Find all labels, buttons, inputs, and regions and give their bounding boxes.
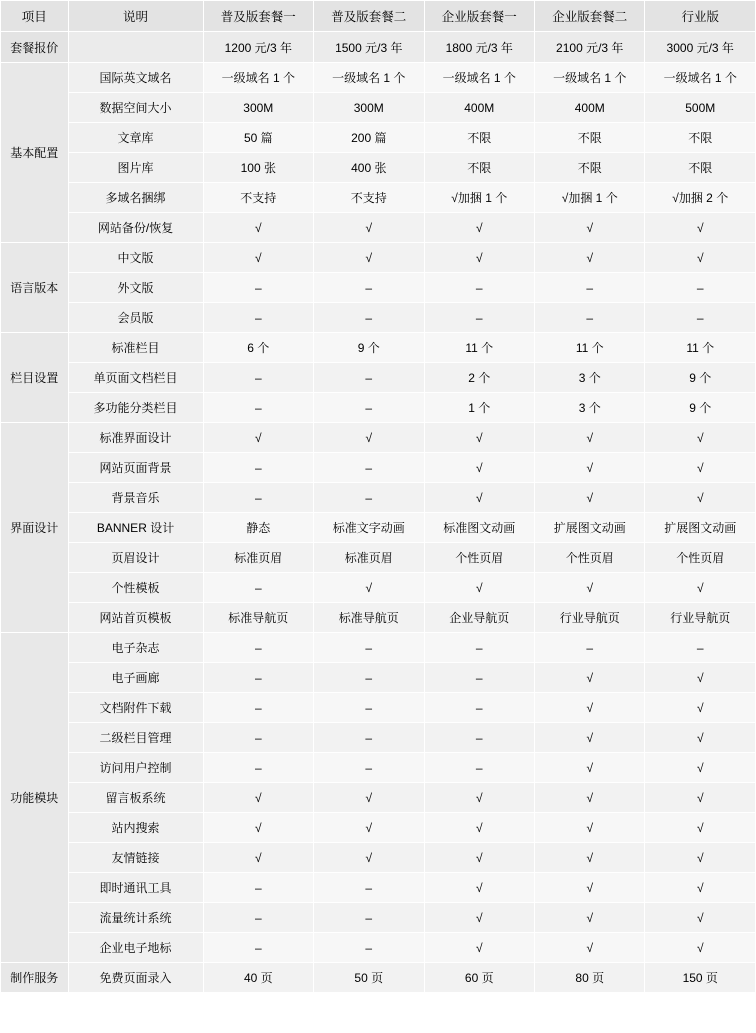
feature-value: – (314, 753, 424, 783)
feature-value: 9 个 (645, 393, 756, 423)
feature-value: √ (535, 903, 645, 933)
table-header-row (1, 1, 756, 32)
column-header-5: 企业版套餐二 (535, 1, 645, 32)
feature-value: 11 个 (424, 333, 534, 363)
feature-value: √ (645, 423, 756, 453)
feature-name: 网站备份/恢复 (68, 213, 203, 243)
feature-value: – (314, 903, 424, 933)
table-row (1, 243, 756, 273)
feature-value: √ (424, 873, 534, 903)
feature-value: 500M (645, 93, 756, 123)
feature-value: √ (424, 423, 534, 453)
feature-name: 站内搜索 (68, 813, 203, 843)
feature-value: √ (424, 453, 534, 483)
table-row (1, 273, 756, 303)
group-label-0: 基本配置 (1, 63, 69, 243)
table-row (1, 693, 756, 723)
feature-name: 页眉设计 (68, 543, 203, 573)
price-value-3: 2100 元/3 年 (535, 32, 645, 63)
table-row (1, 93, 756, 123)
group-label-3: 界面设计 (1, 423, 69, 633)
feature-value: 6 个 (203, 333, 313, 363)
table-row (1, 333, 756, 363)
feature-name: 标准栏目 (68, 333, 203, 363)
feature-value: 一级域名 1 个 (535, 63, 645, 93)
feature-value: √ (314, 243, 424, 273)
table-row (1, 813, 756, 843)
table-row (1, 903, 756, 933)
feature-name: 图片库 (68, 153, 203, 183)
feature-value: 2 个 (424, 363, 534, 393)
feature-name: 背景音乐 (68, 483, 203, 513)
feature-value: √ (535, 483, 645, 513)
table-row (1, 513, 756, 543)
feature-name: 网站页面背景 (68, 453, 203, 483)
feature-value: √加捆 1 个 (535, 183, 645, 213)
column-header-6: 行业版 (645, 1, 756, 32)
feature-value: 标准文字动画 (314, 513, 424, 543)
feature-value: – (203, 663, 313, 693)
feature-value: 不限 (535, 123, 645, 153)
feature-value: √ (424, 483, 534, 513)
feature-name: 外文版 (68, 273, 203, 303)
feature-value: √ (645, 663, 756, 693)
table-row (1, 753, 756, 783)
feature-value: √ (424, 903, 534, 933)
feature-value: 400M (535, 93, 645, 123)
feature-value: √ (645, 873, 756, 903)
feature-name: BANNER 设计 (68, 513, 203, 543)
feature-value: 不支持 (314, 183, 424, 213)
feature-value: – (203, 933, 313, 963)
feature-value: √ (535, 753, 645, 783)
feature-value: 不限 (645, 123, 756, 153)
feature-value: √ (645, 813, 756, 843)
feature-value: √ (424, 843, 534, 873)
feature-value: 300M (203, 93, 313, 123)
feature-value: √ (645, 933, 756, 963)
column-header-4: 企业版套餐一 (424, 1, 534, 32)
feature-value: – (424, 303, 534, 333)
feature-value: – (645, 273, 756, 303)
feature-value: 40 页 (203, 963, 313, 993)
group-label-2: 栏目设置 (1, 333, 69, 423)
feature-value: √ (203, 813, 313, 843)
feature-name: 中文版 (68, 243, 203, 273)
feature-value: √ (645, 483, 756, 513)
feature-value: 一级域名 1 个 (424, 63, 534, 93)
feature-value: 9 个 (314, 333, 424, 363)
feature-value: √ (645, 573, 756, 603)
feature-value: 行业导航页 (535, 603, 645, 633)
feature-value: √ (314, 783, 424, 813)
price-row-label: 套餐报价 (1, 32, 69, 63)
feature-value: √ (314, 843, 424, 873)
feature-value: √ (645, 213, 756, 243)
feature-value: – (424, 273, 534, 303)
feature-value: 400M (424, 93, 534, 123)
feature-value: – (314, 663, 424, 693)
feature-value: – (535, 633, 645, 663)
feature-name: 电子画廊 (68, 663, 203, 693)
feature-value: √ (645, 753, 756, 783)
feature-value: 3 个 (535, 363, 645, 393)
feature-value: √ (645, 903, 756, 933)
feature-value: √ (535, 813, 645, 843)
feature-value: 300M (314, 93, 424, 123)
table-row (1, 963, 756, 993)
feature-value: √ (645, 693, 756, 723)
feature-value: – (424, 723, 534, 753)
feature-value: √ (314, 423, 424, 453)
table-row (1, 453, 756, 483)
table-row (1, 63, 756, 93)
feature-value: √ (535, 933, 645, 963)
feature-value: – (314, 633, 424, 663)
feature-name: 个性模板 (68, 573, 203, 603)
feature-name: 国际英文域名 (68, 63, 203, 93)
table-row (1, 483, 756, 513)
feature-value: 200 篇 (314, 123, 424, 153)
feature-value: – (203, 303, 313, 333)
feature-name: 会员版 (68, 303, 203, 333)
group-label-4: 功能模块 (1, 633, 69, 963)
feature-value: – (203, 483, 313, 513)
feature-name: 友情链接 (68, 843, 203, 873)
table-row (1, 723, 756, 753)
feature-value: √ (203, 783, 313, 813)
feature-name: 即时通讯工具 (68, 873, 203, 903)
feature-value: √ (535, 573, 645, 603)
table-row (1, 423, 756, 453)
feature-value: 不限 (424, 123, 534, 153)
feature-value: √ (314, 573, 424, 603)
table-row (1, 873, 756, 903)
feature-value: √ (645, 243, 756, 273)
feature-value: – (203, 453, 313, 483)
feature-value: √ (535, 693, 645, 723)
feature-value: √ (535, 243, 645, 273)
feature-value: – (314, 453, 424, 483)
table-row (1, 393, 756, 423)
feature-value: 3 个 (535, 393, 645, 423)
feature-value: 扩展图文动画 (645, 513, 756, 543)
feature-value: √ (535, 453, 645, 483)
feature-value: 1 个 (424, 393, 534, 423)
feature-value: 企业导航页 (424, 603, 534, 633)
feature-name: 多域名捆绑 (68, 183, 203, 213)
feature-value: √ (424, 243, 534, 273)
feature-value: √加捆 1 个 (424, 183, 534, 213)
table-row (1, 663, 756, 693)
feature-value: 不限 (645, 153, 756, 183)
feature-value: – (645, 633, 756, 663)
feature-value: √ (424, 573, 534, 603)
feature-value: 400 张 (314, 153, 424, 183)
table-row (1, 573, 756, 603)
feature-name: 电子杂志 (68, 633, 203, 663)
column-header-0: 项目 (1, 1, 69, 32)
feature-value: √ (645, 453, 756, 483)
feature-value: – (203, 393, 313, 423)
feature-name: 标准界面设计 (68, 423, 203, 453)
feature-value: 扩展图文动画 (535, 513, 645, 543)
feature-value: 标准图文动画 (424, 513, 534, 543)
feature-value: – (645, 303, 756, 333)
feature-value: – (203, 693, 313, 723)
column-header-2: 普及版套餐一 (203, 1, 313, 32)
feature-name: 文档附件下载 (68, 693, 203, 723)
feature-value: – (314, 483, 424, 513)
feature-value: √ (424, 783, 534, 813)
feature-name: 访问用户控制 (68, 753, 203, 783)
feature-name: 数据空间大小 (68, 93, 203, 123)
feature-name: 文章库 (68, 123, 203, 153)
feature-value: 60 页 (424, 963, 534, 993)
price-value-1: 1500 元/3 年 (314, 32, 424, 63)
feature-value: – (314, 723, 424, 753)
feature-value: – (424, 633, 534, 663)
table-row (1, 213, 756, 243)
feature-value: √ (535, 873, 645, 903)
table-row (1, 303, 756, 333)
feature-value: – (314, 873, 424, 903)
feature-value: 11 个 (645, 333, 756, 363)
feature-value: – (203, 573, 313, 603)
feature-value: √ (535, 213, 645, 243)
feature-value: √ (424, 213, 534, 243)
feature-value: 9 个 (645, 363, 756, 393)
feature-value: 100 张 (203, 153, 313, 183)
feature-value: 标准页眉 (203, 543, 313, 573)
feature-value: – (314, 303, 424, 333)
feature-value: – (314, 363, 424, 393)
feature-value: – (203, 633, 313, 663)
feature-name: 免费页面录入 (68, 963, 203, 993)
table-row (1, 543, 756, 573)
feature-value: √ (203, 423, 313, 453)
feature-value: 一级域名 1 个 (314, 63, 424, 93)
column-header-3: 普及版套餐二 (314, 1, 424, 32)
feature-name: 单页面文档栏目 (68, 363, 203, 393)
feature-value: – (203, 873, 313, 903)
feature-value: 50 篇 (203, 123, 313, 153)
feature-value: – (424, 663, 534, 693)
feature-value: √ (203, 843, 313, 873)
feature-value: 个性页眉 (424, 543, 534, 573)
table-row (1, 183, 756, 213)
price-row (1, 32, 756, 63)
feature-value: √ (535, 783, 645, 813)
feature-value: 80 页 (535, 963, 645, 993)
table-row (1, 633, 756, 663)
feature-value: 个性页眉 (645, 543, 756, 573)
feature-value: 一级域名 1 个 (203, 63, 313, 93)
feature-value: – (203, 723, 313, 753)
feature-value: √ (203, 243, 313, 273)
feature-value: – (314, 693, 424, 723)
feature-value: – (535, 303, 645, 333)
feature-name: 网站首页模板 (68, 603, 203, 633)
feature-value: 不支持 (203, 183, 313, 213)
feature-value: 一级域名 1 个 (645, 63, 756, 93)
column-header-1: 说明 (68, 1, 203, 32)
price-value-0: 1200 元/3 年 (203, 32, 313, 63)
feature-name: 二级栏目管理 (68, 723, 203, 753)
feature-value: √ (314, 813, 424, 843)
feature-value: 标准导航页 (314, 603, 424, 633)
table-row (1, 783, 756, 813)
feature-value: 不限 (424, 153, 534, 183)
feature-name: 流量统计系统 (68, 903, 203, 933)
feature-value: 个性页眉 (535, 543, 645, 573)
feature-value: – (424, 753, 534, 783)
feature-value: √ (424, 813, 534, 843)
feature-value: √加捆 2 个 (645, 183, 756, 213)
feature-value: – (203, 753, 313, 783)
feature-value: √ (203, 213, 313, 243)
table-row (1, 933, 756, 963)
feature-value: √ (424, 933, 534, 963)
feature-value: 静态 (203, 513, 313, 543)
price-value-2: 1800 元/3 年 (424, 32, 534, 63)
feature-value: √ (314, 213, 424, 243)
feature-value: – (314, 933, 424, 963)
feature-name: 留言板系统 (68, 783, 203, 813)
feature-value: √ (645, 783, 756, 813)
feature-value: 行业导航页 (645, 603, 756, 633)
feature-value: – (203, 273, 313, 303)
feature-value: 不限 (535, 153, 645, 183)
feature-name: 多功能分类栏目 (68, 393, 203, 423)
feature-value: 标准页眉 (314, 543, 424, 573)
feature-value: – (203, 363, 313, 393)
feature-value: 标准导航页 (203, 603, 313, 633)
table-row (1, 153, 756, 183)
feature-value: – (314, 393, 424, 423)
feature-value: 150 页 (645, 963, 756, 993)
table-row (1, 603, 756, 633)
feature-value: √ (645, 723, 756, 753)
table-row (1, 363, 756, 393)
group-label-5: 制作服务 (1, 963, 69, 993)
feature-value: 50 页 (314, 963, 424, 993)
table-row (1, 123, 756, 153)
feature-value: √ (645, 843, 756, 873)
feature-value: – (424, 693, 534, 723)
price-value-4: 3000 元/3 年 (645, 32, 756, 63)
feature-value: √ (535, 663, 645, 693)
feature-value: √ (535, 423, 645, 453)
feature-value: – (314, 273, 424, 303)
table-row (1, 843, 756, 873)
price-row-item (68, 32, 203, 63)
feature-value: 11 个 (535, 333, 645, 363)
feature-value: – (535, 273, 645, 303)
feature-value: √ (535, 843, 645, 873)
feature-value: – (203, 903, 313, 933)
feature-name: 企业电子地标 (68, 933, 203, 963)
group-label-1: 语言版本 (1, 243, 69, 333)
feature-value: √ (535, 723, 645, 753)
